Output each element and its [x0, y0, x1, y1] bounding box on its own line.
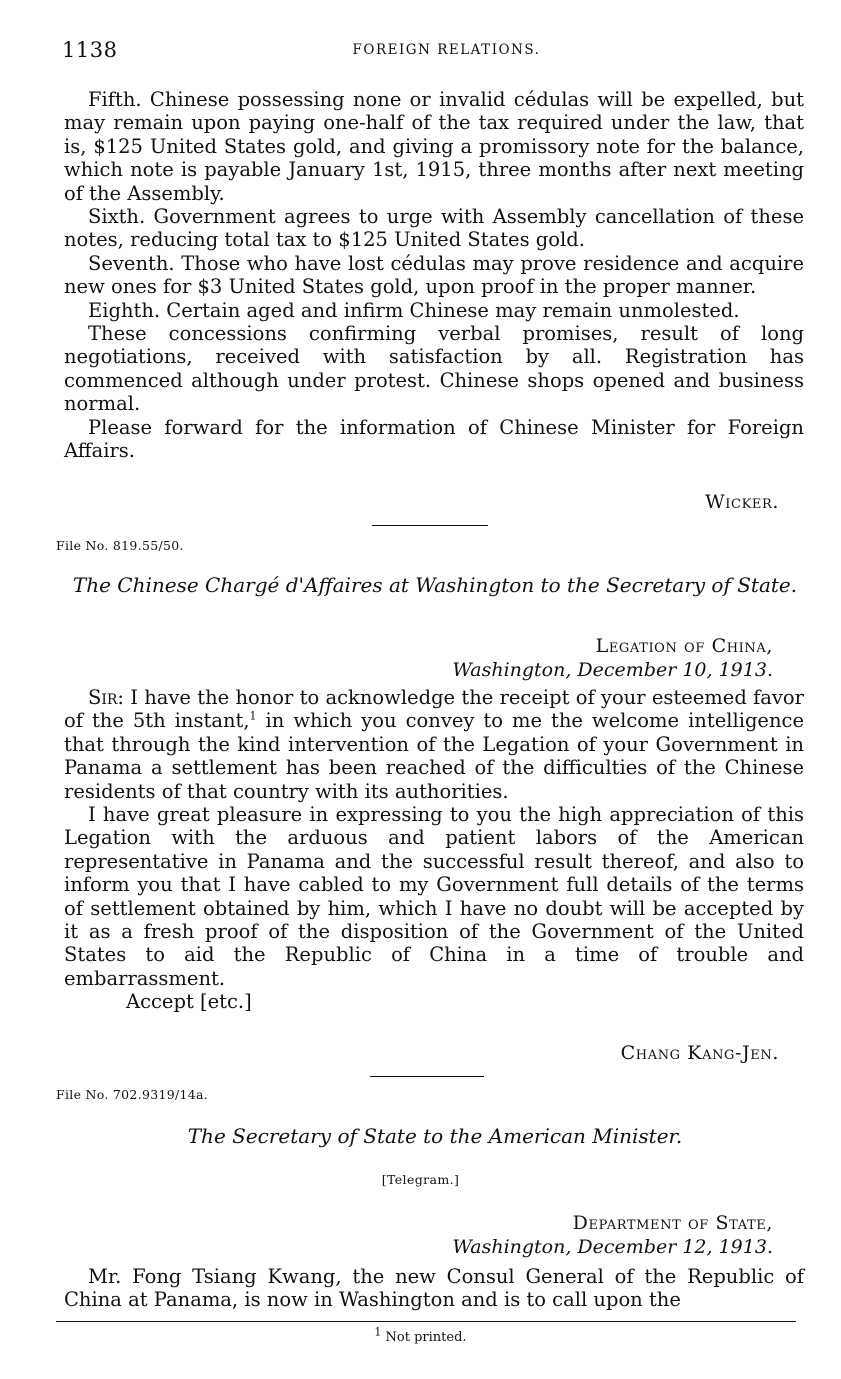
paragraph-fifth: Fifth. Chinese possessing none or invalid cédulas will be expelled, but may remain upon paying one-half of the tax required under the law, that is, $125 United States gold, and giving a promissory note for the balance, which note is payable January 1st, 1915, three months after next meeting of the Assembly. [64, 88, 804, 205]
telegram-label: [Telegram.] [381, 1172, 460, 1187]
paragraph-sixth: Sixth. Government agrees to urge with Assembly cancellation of these notes, reducing total tax to $125 United States gold. [64, 205, 804, 252]
footnote-mark: 1 [374, 1325, 382, 1339]
document-title: The Secretary of State to the American Minister. [187, 1124, 683, 1148]
address-line-1: Legation of China, [595, 635, 773, 657]
address-block [452, 1211, 773, 1259]
letter-body [64, 686, 804, 1014]
paragraph-consul: Mr. Fong Tsiang Kwang, the new Consul General of the Republic of China at Panama, is now in Washington and is to call upon the [64, 1265, 804, 1312]
file-number: File No. 702.9319/14a. [56, 1087, 209, 1102]
footnote-text: Not printed. [381, 1330, 467, 1345]
page-header [62, 38, 801, 66]
salutation: Sir: [88, 686, 124, 709]
page-number: 1138 [62, 38, 118, 62]
paragraph-concessions: These concessions confirming verbal promises, result of long negotiations, received with satisfaction by all. Registration has commenced although under protest. Chinese shops opened and business normal. [64, 322, 804, 416]
closing: Accept [etc.] [126, 990, 252, 1014]
paragraph-seventh: Seventh. Those who have lost cédulas may prove residence and acquire new ones for $3 United States gold, upon proof in the proper manner. [64, 251, 804, 299]
file-number: File No. 819.55/50. [56, 538, 184, 553]
signature-wicker: Wicker. [705, 491, 779, 513]
footnote-ref: 1 [249, 709, 257, 723]
telegram-body [64, 1265, 804, 1312]
running-head: FOREIGN RELATIONS. [352, 42, 541, 58]
address-block [452, 634, 773, 682]
address-line-2: Washington, December 12, 1913. [452, 1236, 773, 1258]
footnote [0, 1325, 841, 1345]
section-divider [372, 525, 488, 526]
paragraph-forward: Please forward for the information of Chinese Minister for Foreign Affairs. [64, 415, 804, 463]
footnote-rule [56, 1321, 796, 1322]
paragraph-acknowledge [64, 686, 804, 803]
paragraph-appreciation: I have great pleasure in expressing to you the high appreciation of this Legation with the arduous and patient labors of the American representative in Panama and the successful result thereof, and also to inform you that I have cabled to my Government full details of the terms of settlement obtained by him, which I have no doubt will be accepted by it as a fresh proof of the disposition of the Government of the United States to aid the Republic of China in a time of trouble and embarrassment. [64, 803, 804, 990]
paragraph-acknowledge-rest: in which you convey to me the welcome intelligence that through the kind intervention of the Legation of your Government in Panama a settlement has been reached of the difficulties of the Chinese residents of that country with its authorities. [64, 709, 804, 803]
telegram-continuation [64, 88, 804, 463]
section-divider [370, 1076, 484, 1077]
paragraph-eighth: Eighth. Certain aged and infirm Chinese may remain unmolested. [88, 298, 740, 322]
address-line-2: Washington, December 10, 1913. [452, 659, 773, 681]
address-line-1: Department of State, [572, 1212, 773, 1234]
paragraph-acknowledge-text: I have the honor to acknowledge the receipt of your esteemed favor of the 5th instant, [64, 686, 804, 733]
signature-chang: Chang Kang-Jen. [620, 1042, 779, 1064]
document-title: The Chinese Chargé d'Affaires at Washington to the Secretary of State. [72, 573, 798, 597]
